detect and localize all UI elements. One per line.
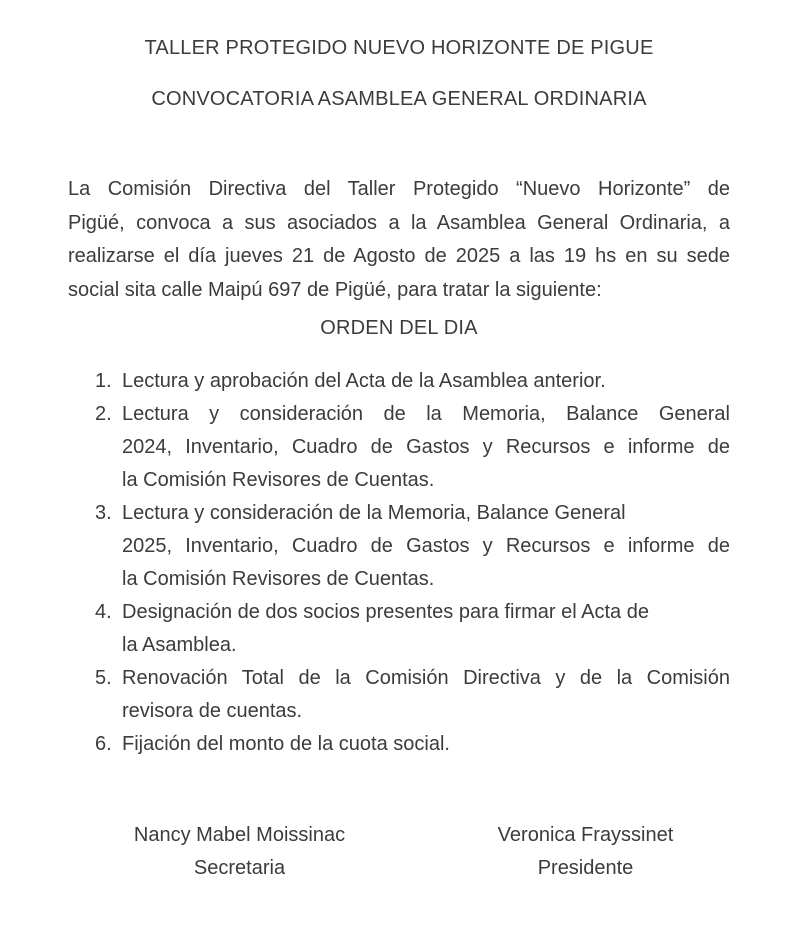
agenda-item-2 — [68, 398, 730, 497]
agenda-item-text — [122, 596, 730, 662]
agenda-item-line: Renovación Total de la Comisión Directiva y de la Comisión — [122, 666, 730, 689]
intro-line: Pigüé, convoca a sus asociados a la Asamblea General Ordinaria, a — [68, 211, 730, 234]
agenda-item-line: la Comisión Revisores de Cuentas. — [122, 468, 435, 491]
document-subtitle: CONVOCATORIA ASAMBLEA GENERAL ORDINARIA — [151, 88, 647, 110]
signature-secretary — [95, 819, 384, 885]
document-title: TALLER PROTEGIDO NUEVO HORIZONTE DE PIGUE — [144, 37, 654, 59]
agenda-item-text — [122, 497, 730, 596]
agenda-item-line: Fijación del monto de la cuota social. — [122, 732, 450, 755]
agenda-list — [68, 365, 730, 761]
agenda-item-6 — [68, 728, 730, 761]
agenda-item-line: 2024, Inventario, Cuadro de Gastos y Recursos e informe de — [122, 435, 730, 458]
intro-line: social sita calle Maipú 697 de Pigüé, para tratar la siguiente: — [68, 278, 602, 301]
agenda-item-number: 2. — [95, 402, 112, 425]
agenda-item-3 — [68, 497, 730, 596]
intro-line: La Comisión Directiva del Taller Protegido “Nuevo Horizonte” de — [68, 178, 730, 200]
agenda-item-line: la Comisión Revisores de Cuentas. — [122, 567, 435, 590]
signature-role: Presidente — [537, 856, 634, 879]
agenda-item-4 — [68, 596, 730, 662]
agenda-item-number: 3. — [95, 501, 112, 524]
agenda-item-line: 2025, Inventario, Cuadro de Gastos y Recursos e informe de — [122, 534, 730, 557]
agenda-item-text — [122, 365, 730, 398]
signature-block — [68, 819, 730, 885]
agenda-item-line: Designación de dos socios presentes para firmar el Acta de — [122, 600, 649, 623]
signature-president — [441, 819, 730, 885]
agenda-item-line: revisora de cuentas. — [122, 699, 303, 722]
agenda-item-number: 1. — [95, 369, 112, 392]
agenda-item-number: 6. — [95, 732, 112, 755]
agenda-item-number: 5. — [95, 666, 112, 689]
agenda-item-text — [122, 728, 730, 761]
agenda-item-text — [122, 662, 730, 728]
agenda-item-line: la Asamblea. — [122, 633, 237, 656]
agenda-item-line: Lectura y consideración de la Memoria, Balance General — [122, 402, 730, 425]
agenda-item-text — [122, 398, 730, 497]
document-header — [68, 36, 730, 111]
signature-name: Nancy Mabel Moissinac — [133, 823, 346, 846]
signature-role: Secretaria — [193, 856, 286, 879]
agenda-item-5 — [68, 662, 730, 728]
signature-name: Veronica Frayssinet — [497, 823, 674, 846]
agenda-item-number: 4. — [95, 600, 112, 623]
intro-line: realizarse el día jueves 21 de Agosto de 2025 a las 19 hs en su sede — [68, 245, 730, 267]
agenda-item-line: Lectura y aprobación del Acta de la Asamblea anterior. — [122, 369, 606, 392]
agenda-heading: ORDEN DEL DIA — [320, 317, 478, 339]
agenda-item-line: Lectura y consideración de la Memoria, Balance General — [122, 501, 626, 524]
intro-paragraph — [68, 173, 730, 307]
agenda-item-1 — [68, 365, 730, 398]
